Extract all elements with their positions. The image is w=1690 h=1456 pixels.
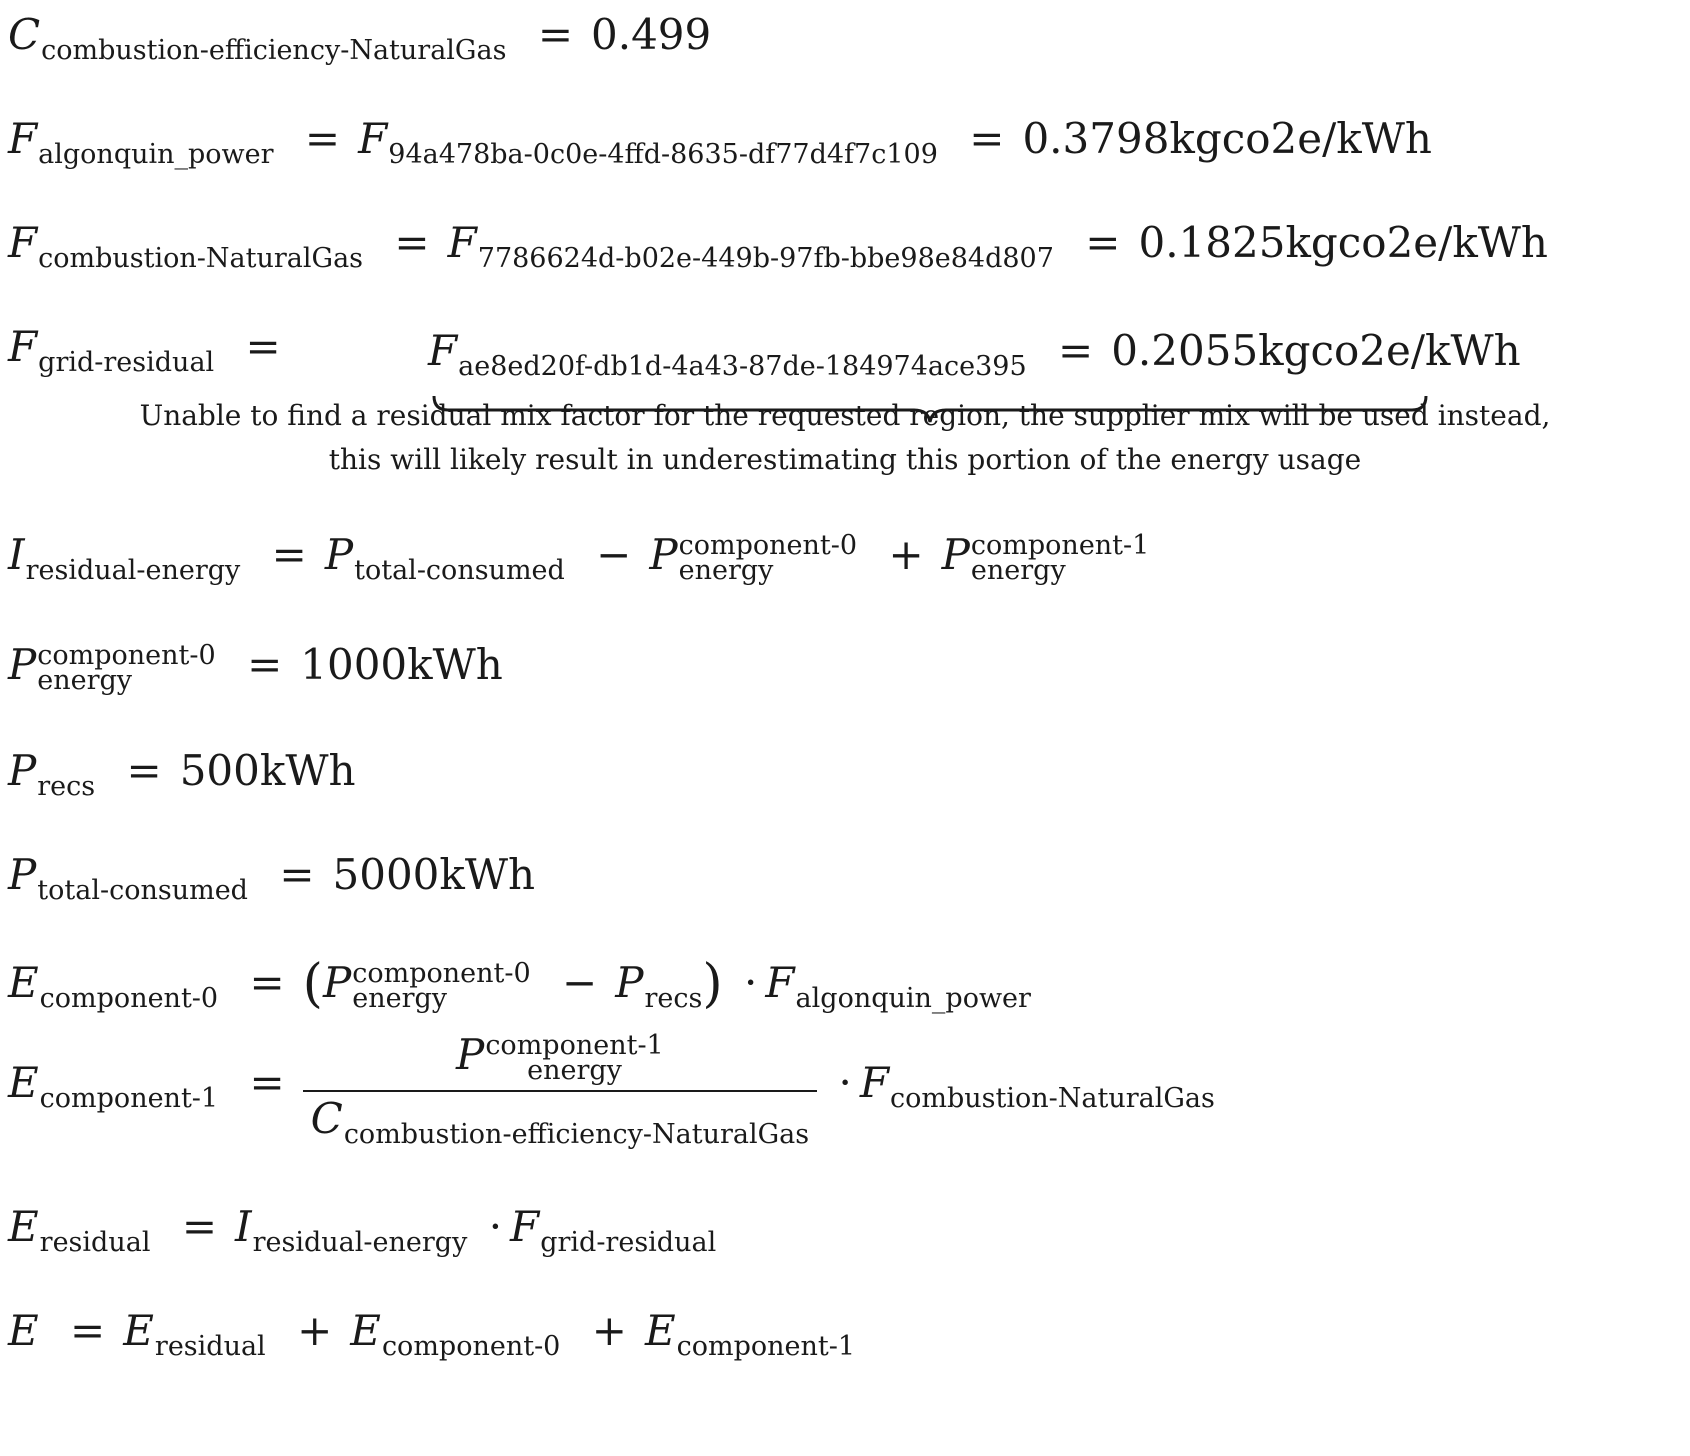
equation-emissions-total — [8, 1306, 856, 1362]
equals-sign: = — [537, 10, 574, 59]
term-subscript: energy — [678, 555, 774, 586]
variable-subscript: recs — [37, 771, 96, 802]
equals-sign: = — [181, 1202, 218, 1251]
term-symbol: P — [456, 1030, 485, 1079]
term-subscript: energy — [970, 555, 1066, 586]
variable-symbol: F — [8, 114, 38, 163]
equation-emissions-component-1 — [8, 1030, 1215, 1150]
term-subscript: recs — [644, 983, 703, 1014]
variable-subscript: component-1 — [39, 1083, 219, 1114]
equation-factor-algonquin — [8, 114, 1432, 170]
equals-sign: = — [70, 1306, 106, 1355]
dot-operator: · — [838, 1058, 852, 1107]
sup-sub-stack — [485, 1032, 663, 1084]
minus-sign: − — [596, 530, 632, 579]
variable-symbol: P — [8, 850, 37, 899]
minus-sign: − — [562, 958, 598, 1007]
factor-symbol: F — [358, 114, 388, 163]
factor-id-subscript: 7786624d-b02e-449b-97fb-bbe98e84d807 — [477, 243, 1054, 274]
equation-value: 5000kWh — [332, 850, 536, 899]
term-subscript: combustion-NaturalGas — [890, 1083, 1215, 1114]
term-symbol: P — [322, 958, 352, 1007]
equation-value: 500kWh — [179, 746, 356, 795]
variable-symbol: E — [8, 958, 39, 1007]
equals-sign: = — [279, 850, 315, 899]
equation-value: 0.3798kgco2e/kWh — [1022, 114, 1432, 163]
variable-subscript: algonquin_power — [38, 139, 274, 170]
equals-sign: = — [249, 1058, 285, 1107]
note-line-2: this will likely result in underestimating this portion of the energy usage — [328, 443, 1362, 476]
variable-subscript: combustion-NaturalGas — [38, 243, 364, 274]
equation-residual-energy — [8, 532, 1149, 584]
term-subscript: component-1 — [676, 1331, 856, 1362]
term-superscript: component-0 — [352, 958, 531, 989]
term-symbol: E — [123, 1306, 154, 1355]
equation-value: 1000kWh — [300, 640, 503, 689]
term-symbol: F — [510, 1202, 540, 1251]
term-superscript: component-1 — [485, 1030, 664, 1061]
sup-sub-stack — [37, 642, 215, 694]
left-paren: ( — [302, 954, 323, 1014]
term-symbol: F — [765, 958, 795, 1007]
plus-sign: + — [297, 1306, 333, 1355]
term-symbol: P — [941, 530, 970, 579]
variable-symbol: I — [8, 530, 25, 579]
equation-value: 0.499 — [591, 10, 712, 59]
note-line-1: Unable to find a residual mix factor for the requested region, the supplier mix will be used instead, — [139, 399, 1551, 432]
variable-symbol: E — [8, 1058, 39, 1107]
factor-id-subscript: ae8ed20f-db1d-4a43-87de-184974ace395 — [458, 351, 1027, 382]
term-symbol: P — [324, 530, 354, 579]
variable-subscript: residual — [39, 1227, 151, 1258]
equals-sign: = — [394, 218, 430, 267]
equation-combustion-efficiency — [8, 10, 712, 66]
variable-symbol: P — [8, 640, 37, 689]
variable-subscript: grid-residual — [38, 347, 215, 378]
equals-sign: = — [969, 114, 1005, 163]
variable-subscript: energy — [37, 665, 133, 696]
equation-total-consumed — [8, 850, 536, 906]
equals-sign: = — [247, 640, 283, 689]
sup-sub-stack — [679, 532, 857, 584]
factor-id-subscript: 94a478ba-0c0e-4ffd-8635-df77d4f7c109 — [388, 139, 938, 170]
sup-sub-stack — [971, 532, 1149, 584]
equation-value: 0.1825kgco2e/kWh — [1138, 218, 1548, 267]
dot-operator: · — [488, 1202, 503, 1251]
variable-subscript: component-0 — [39, 983, 219, 1014]
equals-sign: = — [249, 958, 285, 1007]
term-subscript: residual-energy — [252, 1227, 468, 1258]
equals-sign: = — [245, 322, 281, 371]
term-symbol: F — [859, 1058, 889, 1107]
term-superscript: component-1 — [970, 530, 1150, 561]
underbrace-note — [0, 394, 1690, 482]
plus-sign: + — [888, 530, 924, 579]
equals-sign: = — [271, 530, 307, 579]
variable-symbol: C — [8, 10, 41, 59]
term-subscript: component-0 — [381, 1331, 561, 1362]
equals-sign: = — [1058, 326, 1094, 375]
variable-subscript: combustion-efficiency-NaturalGas — [41, 35, 507, 66]
fraction-denominator — [303, 1092, 817, 1150]
term-superscript: component-0 — [678, 530, 858, 561]
variable-superscript: component-0 — [37, 640, 216, 671]
plus-sign: + — [591, 1306, 627, 1355]
term-subscript: total-consumed — [354, 555, 565, 586]
term-subscript: energy — [352, 983, 448, 1014]
term-subscript: combustion-efficiency-NaturalGas — [343, 1119, 810, 1150]
variable-symbol: P — [8, 746, 37, 795]
equals-sign: = — [1085, 218, 1121, 267]
equation-value: 0.2055kgco2e/kWh — [1111, 326, 1521, 375]
variable-subscript: total-consumed — [37, 875, 248, 906]
term-subscript: residual — [154, 1331, 266, 1362]
factor-symbol: F — [428, 326, 458, 375]
term-symbol: I — [235, 1202, 252, 1251]
underbrace-expression — [428, 326, 1521, 382]
equation-factor-combustion — [8, 218, 1548, 274]
equation-emissions-residual — [8, 1202, 717, 1258]
variable-symbol: F — [8, 218, 38, 267]
equation-emissions-component-0 — [8, 954, 1031, 1014]
variable-symbol: E — [8, 1202, 39, 1251]
term-symbol: P — [615, 958, 644, 1007]
dot-operator: · — [744, 958, 758, 1007]
fraction — [303, 1030, 817, 1150]
term-symbol: C — [310, 1094, 343, 1143]
fraction-numerator — [303, 1032, 817, 1090]
term-subscript: grid-residual — [540, 1227, 717, 1258]
term-subscript: energy — [527, 1055, 622, 1086]
term-symbol: P — [649, 530, 678, 579]
equation-component-0-energy — [8, 642, 503, 694]
term-subscript: algonquin_power — [795, 983, 1031, 1014]
term-symbol: E — [350, 1306, 381, 1355]
variable-symbol: F — [8, 322, 38, 371]
equals-sign: = — [126, 746, 162, 795]
variable-subscript: residual-energy — [25, 555, 241, 586]
factor-symbol: F — [447, 218, 477, 267]
term-symbol: E — [644, 1306, 676, 1355]
sup-sub-stack — [352, 960, 530, 1012]
right-paren: ) — [702, 954, 723, 1014]
variable-symbol: E — [8, 1306, 39, 1355]
equation-recs — [8, 746, 356, 802]
equals-sign: = — [304, 114, 341, 163]
underbrace-group — [8, 326, 1688, 506]
